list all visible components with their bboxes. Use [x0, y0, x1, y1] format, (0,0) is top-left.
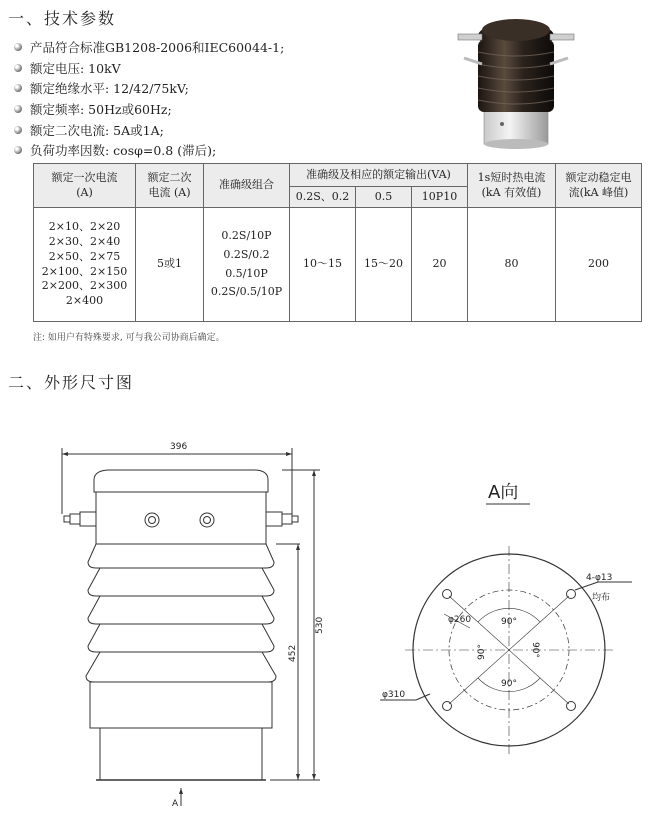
spec-bullet: 负荷功率因数: cosφ=0.8 (滞后);	[14, 140, 284, 161]
cell-thermal-current: 80	[468, 208, 556, 322]
bottom-view	[380, 482, 632, 754]
angle-left: 90°	[477, 644, 487, 660]
view-marker: A	[172, 799, 179, 809]
header-sub-02s: 0.2S、0.2	[290, 187, 356, 208]
header-secondary-current: 额定二次 电流 (A)	[136, 164, 204, 208]
side-elevation	[62, 442, 325, 809]
cell-output-02s: 10～15	[290, 208, 356, 322]
view-title: A向	[488, 482, 519, 503]
dim-width: 396	[170, 442, 188, 452]
header-accuracy-combo: 准确级组合	[204, 164, 290, 208]
cell-dynamic-current: 200	[556, 208, 642, 322]
spec-bullet: 额定电压: 10kV	[14, 58, 284, 79]
cell-secondary-current: 5或1	[136, 208, 204, 322]
outer-diameter-label: φ310	[382, 690, 406, 700]
header-thermal-current: 1s短时热电流 (kA 有效值)	[468, 164, 556, 208]
cell-output-05: 15～20	[356, 208, 412, 322]
section-title-dimensions: 二、外形尺寸图	[8, 373, 135, 392]
dim-height-body: 452	[288, 644, 298, 662]
dim-height-total: 530	[315, 616, 325, 634]
cell-primary-current: 2×10、2×20 2×30、2×40 2×50、2×75 2×100、2×150 2×200、2×300 2×400	[34, 208, 136, 322]
spec-bullet: 额定频率: 50Hz或60Hz;	[14, 99, 284, 120]
header-accuracy-output: 准确级及相应的额定输出(VA)	[290, 164, 468, 187]
spec-bullet: 产品符合标准GB1208-2006和IEC60044-1;	[14, 37, 284, 58]
spec-bullet: 额定绝缘水平: 12/42/75kV;	[14, 78, 284, 99]
holes-note: 均布	[592, 593, 611, 603]
pcd-label: φ260	[448, 615, 472, 625]
angle-bottom: 90°	[501, 679, 517, 689]
angle-top: 90°	[501, 617, 517, 627]
holes-label: 4-φ13	[586, 573, 613, 583]
header-primary-current: 额定一次电流 (A)	[34, 164, 136, 208]
header-dynamic-current: 额定动稳定电 流(kA 峰值)	[556, 164, 642, 208]
cell-accuracy-combo: 0.2S/10P 0.2S/0.2 0.5/10P 0.2S/0.5/10P	[204, 208, 290, 322]
section-title-specs: 一、技术参数	[8, 9, 117, 28]
header-sub-10p10: 10P10	[412, 187, 468, 208]
spec-bullet: 额定二次电流: 5A或1A;	[14, 119, 284, 140]
angle-right: 90°	[530, 642, 540, 658]
header-sub-05: 0.5	[356, 187, 412, 208]
cell-output-10p10: 20	[412, 208, 468, 322]
table-note: 注: 如用户有特殊要求, 可与我公司协商后确定。	[33, 333, 225, 343]
